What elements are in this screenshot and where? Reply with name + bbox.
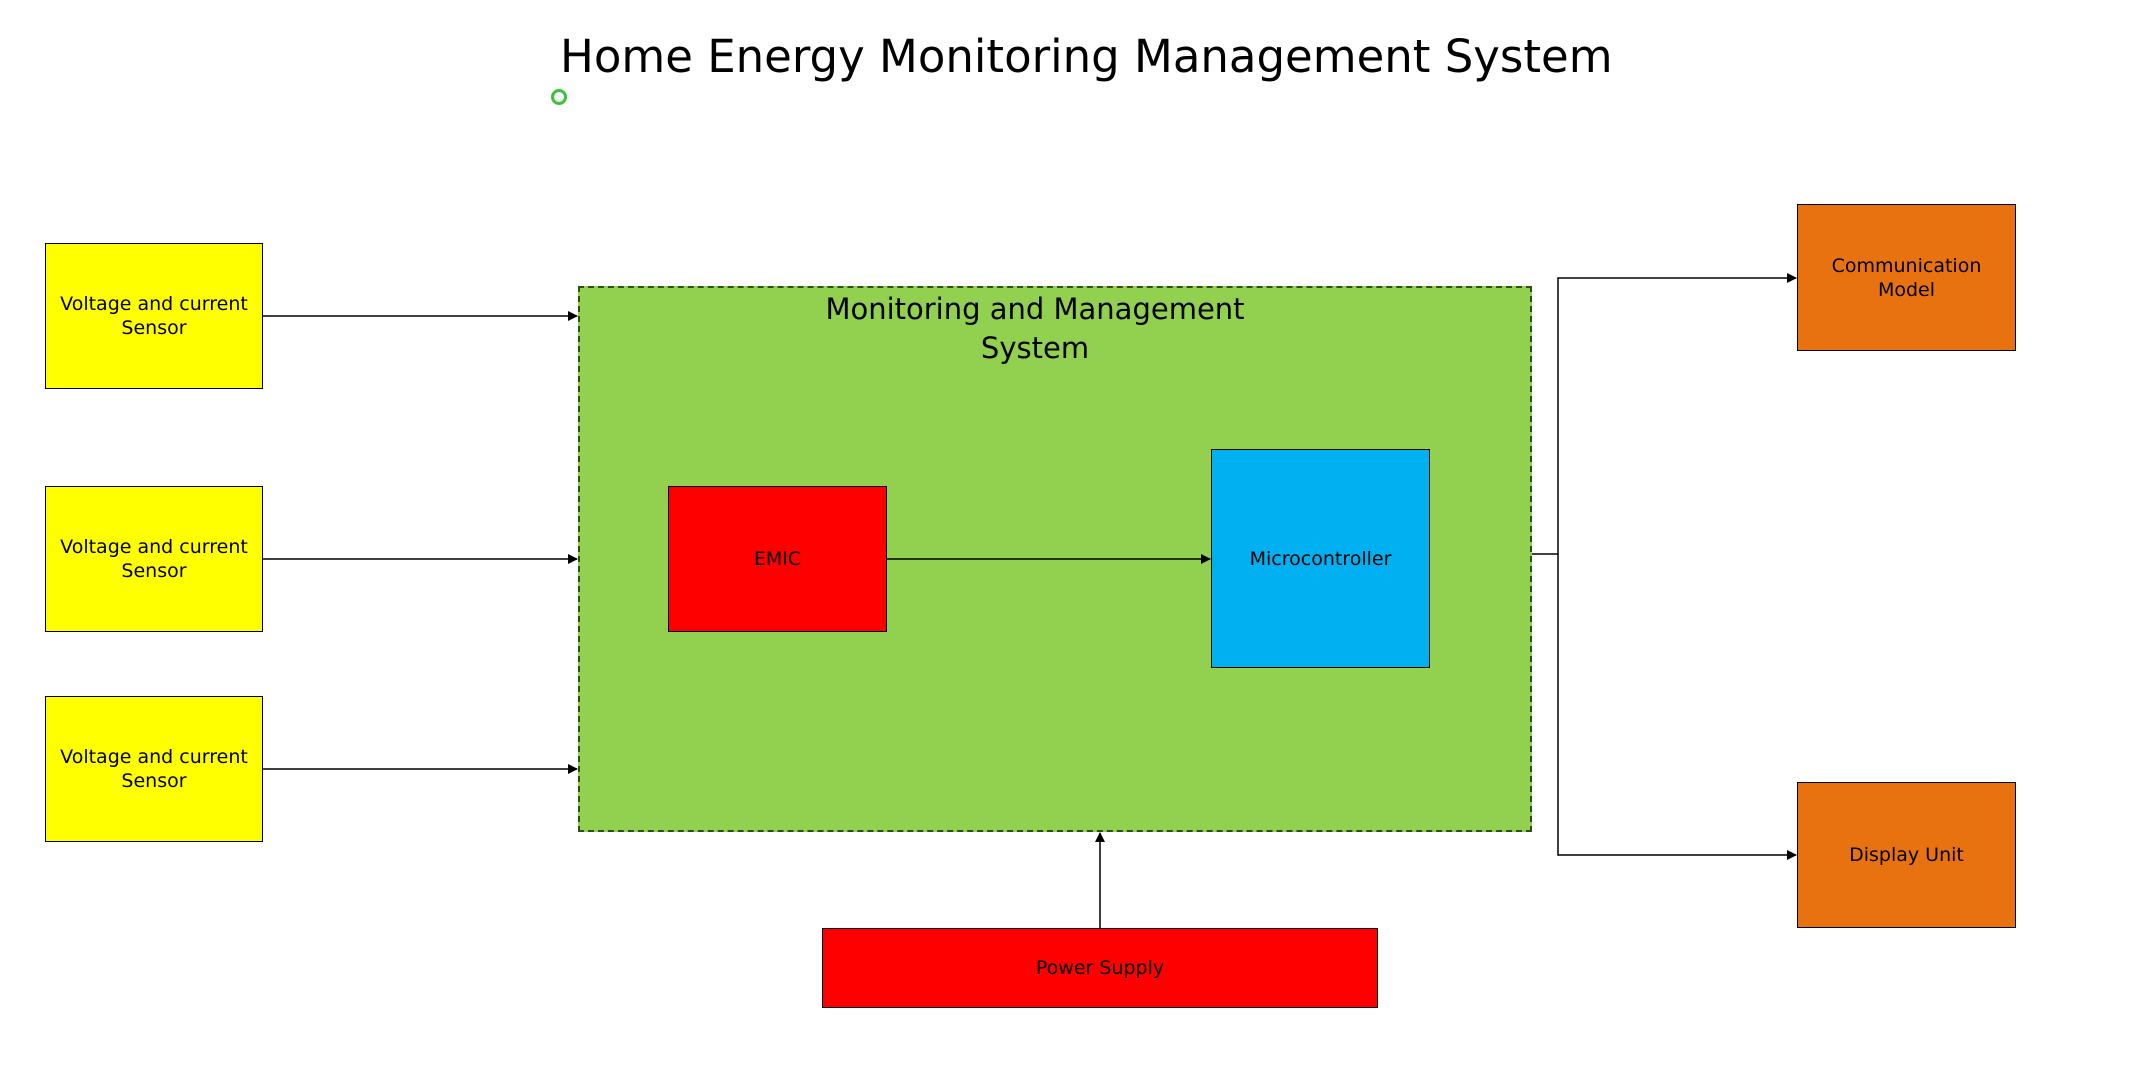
edge-system-to-communication[interactable] — [1532, 278, 1796, 554]
display-unit-label: Display Unit — [1849, 844, 1964, 866]
emic-node[interactable] — [668, 486, 887, 632]
emic-label: EMIC — [753, 548, 802, 570]
selection-handle-icon[interactable] — [551, 89, 567, 105]
edge-system-to-display[interactable] — [1558, 554, 1796, 855]
monitoring-system-label — [790, 290, 1280, 368]
voltage-current-sensor-1[interactable] — [45, 243, 263, 389]
microcontroller-label: Microcontroller — [1249, 547, 1392, 570]
voltage-current-sensor-2[interactable] — [45, 486, 263, 632]
sensor-3-label: Voltage and current Sensor — [60, 746, 248, 792]
diagram-title: Home Energy Monitoring Management System — [560, 30, 1613, 83]
monitoring-system-label-line2: System — [980, 331, 1090, 365]
communication-model-node[interactable] — [1797, 204, 2016, 351]
power-supply-label: Power Supply — [1035, 957, 1165, 979]
power-supply-node[interactable] — [822, 928, 1378, 1008]
sensor-1-label: Voltage and current Sensor — [60, 293, 248, 339]
display-unit-node[interactable] — [1797, 782, 2016, 928]
microcontroller-node[interactable] — [1211, 449, 1430, 668]
monitoring-system-label-line1: Monitoring and Management — [825, 292, 1245, 326]
sensor-2-label: Voltage and current Sensor — [60, 536, 248, 582]
communication-model-label: Communication Model — [1831, 254, 1982, 301]
voltage-current-sensor-3[interactable] — [45, 696, 263, 842]
